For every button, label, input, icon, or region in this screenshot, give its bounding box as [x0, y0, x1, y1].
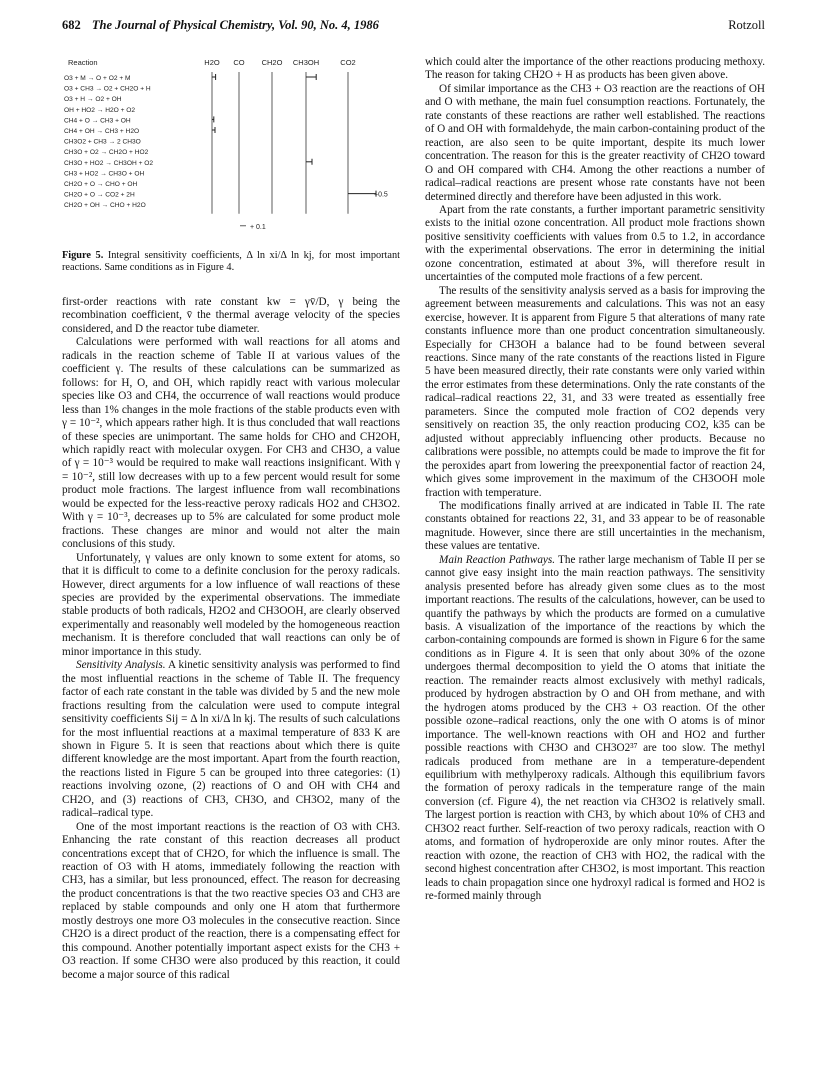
reaction-label: CH2O + O → CHO + OH — [64, 181, 138, 188]
page-header — [62, 18, 765, 38]
paragraph: first-order reactions with rate constant kw = γv̄/D, γ being the recombination coefficient, v̄ the thermal average velocity of the species considered, and D the reactor tube diameter. — [62, 296, 400, 335]
reaction-label: OH + HO2 → H2O + O2 — [64, 106, 136, 114]
paragraph: Apart from the rate constants, a further important parametric sensitivity exists to the initial ozone concentration. All product mole fractions shown positive sensitivity coefficients with values from 0.5 to 1.2, in accordance with the experimental observations. The error in determining the initial ozone concentration, estimated at about 3%, will therefore result in uncertainties of the computed mole fractions of a few percent. — [425, 203, 765, 284]
paragraph: Of similar importance as the CH3 + O3 reaction are the reactions of OH and O with methane, the main fuel consumption reactions. Fortunately, the rate constants of these reactions are rather well established. The reactions of O and OH with formaldehyde, the main carbon-containing product of the reaction, are also seen to be quite important, despite its much lower concentration. The reason for this is the greater reactivity of CH2O toward O and OH compared with CH4. Among the other reactions a number of radical–radical reactions are present whose rate constants have not been determined directly and therefore have been adjusted in this work. — [425, 82, 765, 203]
figure-caption-text: Integral sensitivity coefficients, Δ ln xi/Δ ln kj, for most important reactions. Same conditions as in Figure 4. — [62, 250, 400, 274]
section-lead: Sensitivity Analysis. — [76, 659, 166, 672]
reaction-label: O3 + H → O2 + OH — [64, 96, 122, 104]
reaction-label: CH4 + OH → CH3 + H2O — [64, 128, 140, 135]
species-label: CH2O — [261, 58, 283, 67]
paragraph: One of the most important reactions is the reaction of O3 with CH3. Enhancing the rate constant of this reaction decreases all product concentrations except that of CH2O, for which the influence is small. The reaction of O3 with H atoms, immediately following the reaction with CH3, has a similar, but less pronounced, effect. The reason for decreasing the product concentrations is that the two reactive species O3 and CH3 are replaced by stable compounds and only one H atom that furthermore mostly destroys one more O3 molecules in the consecutive reaction. Since CH2O is a direct product of the reaction, there is a compensating effect for this compound. Another potentially important aspect exists for the CH3 + O3 reaction. If some CH3O were also produced by this reaction, it could become a major source of this radical — [62, 820, 400, 981]
paragraph: Unfortunately, γ values are only known to some extent for atoms, so that it is difficult to come to a definite conclusion for the peroxy radicals. However, direct arguments for a low influence of wall reactions of these species are provided by the experimental observations. The immediate stable products of both radicals, H2O2 and CH3OOH, are clearly observed experimentally and reasonably well modeled by the homogeneous reaction mechanism. It is therefore concluded that wall reactions can only be of minor importance in this study. — [62, 551, 400, 658]
scale-bar-label: + 0.1 — [250, 223, 266, 231]
species-label: H2O — [204, 58, 220, 67]
figure-5 — [62, 56, 400, 275]
running-author: Rotzoll — [728, 18, 765, 32]
sensitivity-chart — [62, 56, 400, 246]
left-column — [62, 296, 400, 982]
reaction-column-header: Reaction — [68, 58, 98, 67]
reaction-label: CH3O + HO2 → CH3OH + O2 — [64, 159, 154, 167]
paragraph-text: The rather large mechanism of Table II per se cannot give easy insight into the main reaction pathways. The sensitivity analysis presented before has already given some clues as to the most important reactions. The results of the calculations, however, can be used to quantify the pathways by which the products are formed on a cumulative basis. A visualization of the importance of the reactions by which the carbon-containing compounds are formed is shown in Figure 6 for the same conditions as in Figure 4. It is seen that only about 30% of the ozone undergoes thermal decomposition to yield the O atoms that initiate the reaction. The remainder reacts almost exclusively with methyl radicals, produced by hydrogen abstraction by O and OH from methane, and with the hydrogen atoms produced by the CH3 + O3 reaction. Of the other possible ozone–radical reactions, only the one with O atoms is of minor importance. The well-known reactions with OH and HO2 and further possible reactions with CH3O and CH3O2³⁷ are too slow. The methyl radicals produced from methane are in a temperature-dependent equilibrium with methylperoxy radicals. Although this equilibrium favors the formation of peroxy radicals in the temperature range of the main conversion (cf. Figure 4), the net reaction via CH3O2 is relatively small. The largest portion is reaction with CH3, by which about 10% of CH3 and CH3O2 react further. Self-reaction of two peroxy radicals, reaction with O atoms, and formation of hydroperoxide are only minor routes. After the reaction with ozone, the reaction of CH3 with HO2, the radical with the second highest concentration after CH3O2, is most important. This reaction leads to chain propagation since one hydroxyl radical is formed and HO2 is re-formed mainly through — [425, 553, 765, 903]
reaction-label: O3 + CH3 → O2 + CH2O + H — [64, 85, 151, 93]
page-number: 682 — [62, 18, 81, 32]
reaction-label: CH4 + O → CH3 + OH — [64, 117, 131, 125]
section-lead: Main Reaction Pathways. — [439, 553, 556, 566]
paragraph — [425, 554, 765, 904]
reaction-label: CH2O + O → CO2 + 2H — [64, 191, 135, 199]
journal-citation: The Journal of Physical Chemistry, Vol. 90, No. 4, 1986 — [91, 18, 379, 32]
reaction-label: CH3O2 + CH3 → 2 CH3O — [64, 138, 141, 146]
reaction-label: O3 + M → O + O2 + M — [64, 75, 131, 82]
paragraph: The results of the sensitivity analysis served as a basis for improving the agreement between measurements and calculations. This was not an easy exercise, however. It is apparent from Figure 5 that alterations of many rate constants influence more than one product concentration simultaneously. Especially for CH3OH a balance had to be found between several reactions. Since many of the rate constants of the reactions listed in Figure 5 have been measured directly, their rate constants were only varied within the error estimates from these determinations. Only the rate constants of the radical–radical reactions 22, 31, and 33 were treated as essentially free parameters. Since the computed mole fraction of CO2 depends very sensitively on reaction 35, the only reaction producing CO2, k35 can be adjusted without appreciably influencing other products. Because no calibrations were possible, no attempts could be made to improve the fit for the peroxides apart from lowering the preexponential factor of reaction 24, which gives some improvement in the maximum of the CH3OOH mole fraction with temperature. — [425, 284, 765, 499]
figure-caption — [62, 250, 400, 275]
reaction-label: CH3 + HO2 → CH3O + OH — [64, 170, 145, 178]
reaction-label: CH3O + O2 → CH2O + HO2 — [64, 149, 149, 157]
species-label: CO2 — [340, 58, 356, 67]
reaction-label: CH2O + OH → CHO + H2O — [64, 202, 146, 210]
species-label: CH3OH — [292, 58, 320, 67]
paragraph — [62, 659, 400, 820]
paragraph-text: A kinetic sensitivity analysis was performed to find the most influential reactions in the scheme of Table II. The frequency factor of each rate constant in the table was divided by 5 and the new mole fractions resulting from the calculation were used to compute integral sensitivity coefficients Sij = Δ ln xi/Δ ln kj. The results of such calculations for the most influential reactions at a maximal temperature of 833 K are shown in Figure 5. It is seen that reactions about which there is quite different knowledge are the most important. Apart from the fourth reaction, the reactions listed in Figure 5 can be grouped into three categories: (1) reactions involving ozone, (2) reactions of O and OH with CH4 and CH2O, and (3) reactions of CH3, CH3O, and CH3O2, many of the radical–radical type. — [62, 659, 400, 820]
right-column — [425, 56, 765, 904]
paragraph: which could alter the importance of the other reactions producing methoxy. The reason for taking CH2O + H as products has been given above. — [425, 56, 765, 82]
paragraph: The modifications finally arrived at are indicated in Table II. The rate constants obtained for reactions 22, 31, and 33 appear to be of reasonable magnitude. However, since there are still uncertainties in the mechanism, these values are tentative. — [425, 499, 765, 553]
species-label: CO — [233, 58, 245, 67]
paragraph: Calculations were performed with wall reactions for all atoms and radicals in the reaction scheme of Table II at various values of the coefficient γ. The results of these calculations can be summarized as follows: for H, O, and OH, which rapidly react with various molecular species like O3 and CH4, the occurrence of wall reactions would produce less than 1% changes in the mole fractions of the stable products even with γ = 10⁻², which appears rather high. It is thus concluded that wall reactions of these species are unimportant. The same holds for CHO and CH2OH, which rapidly react with molecular oxygen. For CH3 and CH3O, a value of γ = 10⁻³ would be required to make wall reactions insignificant. With γ = 10⁻², still low decreases with up to a few percent would result for some product mole fractions. The largest influence from wall recombinations would be expected for the less-reactive peroxy radicals HO2 and CH3O2. With γ = 10⁻³, decreases up to 5% are calculated for some product mole fractions. These changes are minor and would not alter the main conclusions of this study. — [62, 336, 400, 551]
bar-annotation: +0.5 — [374, 191, 388, 199]
figure-label: Figure 5. — [62, 250, 104, 261]
